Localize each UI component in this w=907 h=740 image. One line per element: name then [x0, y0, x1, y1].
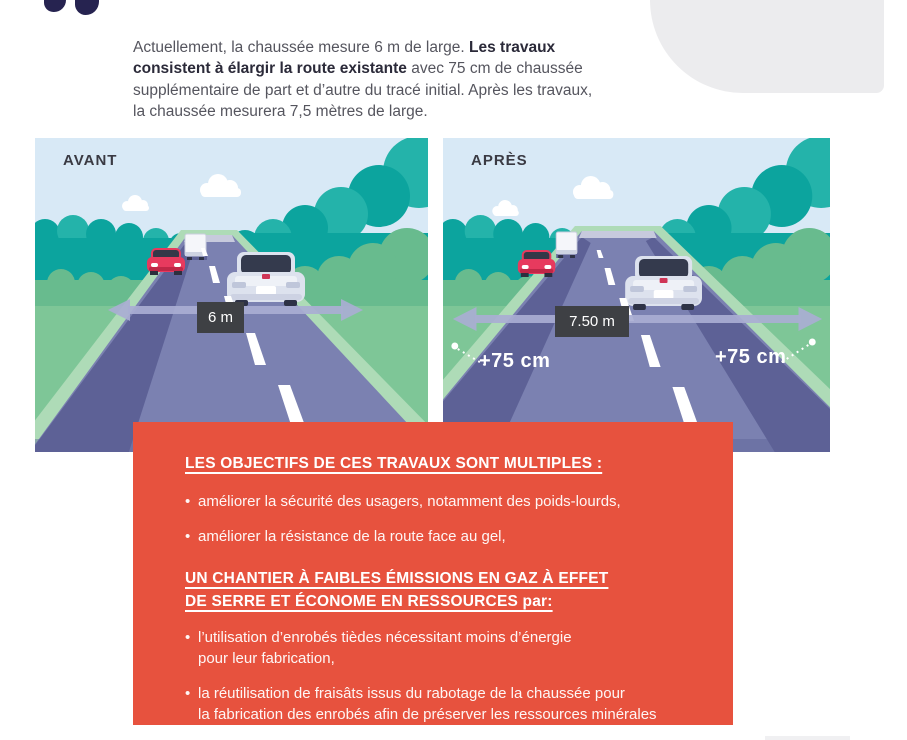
right-gain-label: +75 cm: [715, 346, 787, 368]
left-gain-label: +75 cm: [479, 350, 551, 372]
quote-mark-left: [44, 0, 66, 12]
horizon-road: [579, 231, 657, 238]
intro-line: Actuellement, la chaussée mesure 6 m de large. Les travaux: [133, 38, 556, 56]
intro-line: consistent à élargir la route existante avec 75 cm de chaussée: [133, 60, 583, 77]
silver-car: [227, 252, 305, 306]
list-item: • améliorer la résistance de la route face au gel,: [185, 528, 506, 545]
list-item: • améliorer la sécurité des usagers, notamment des poids-lourds,: [185, 493, 621, 510]
after-measure-label: 7.50 m: [555, 306, 629, 337]
cropped-bottom-shape: [765, 736, 850, 740]
bullet-marker: •: [185, 493, 191, 510]
after-title: APRÈS: [471, 152, 528, 169]
bullet-marker: •: [185, 629, 191, 646]
bullet-marker: •: [185, 528, 191, 545]
truck: [185, 234, 207, 260]
after-panel: [443, 138, 830, 452]
red-car: [147, 248, 185, 275]
intro-line: supplémentaire de part et d’autre du tracé initial. Après les travaux,: [133, 81, 593, 99]
truck: [556, 232, 578, 258]
objectives-heading: LES OBJECTIFS DE CES TRAVAUX SONT MULTIPLES :: [185, 455, 603, 472]
before-road-illustration: [35, 138, 428, 452]
objectives-box: [133, 422, 733, 725]
low-emissions-heading: UN CHANTIER À FAIBLES ÉMISSIONS EN GAZ À EFFET DE SERRE ET ÉCONOME EN RESSOURCES par:: [185, 570, 609, 610]
before-measure-label: 6 m: [197, 302, 244, 333]
before-panel: [35, 138, 428, 452]
list-item: • la réutilisation de fraisâts issus du rabotage de la chaussée pour la fabrication des enrobés afin de préserver les ressources minérales: [185, 685, 657, 723]
after-road-illustration: [443, 138, 830, 452]
quote-mark-right: [75, 0, 99, 15]
intro-paragraph: [133, 37, 633, 123]
silver-car: [625, 256, 702, 310]
list-item: • l’utilisation d’enrobés tièdes nécessitant moins d’énergie pour leur fabrication,: [185, 629, 572, 667]
before-title: AVANT: [63, 152, 118, 169]
red-car: [518, 250, 555, 277]
decorative-corner-shape: [650, 0, 884, 93]
intro-line: la chaussée mesurera 7,5 mètres de large.: [133, 103, 428, 120]
bullet-marker: •: [185, 685, 191, 702]
quote-icon: [44, 0, 104, 16]
